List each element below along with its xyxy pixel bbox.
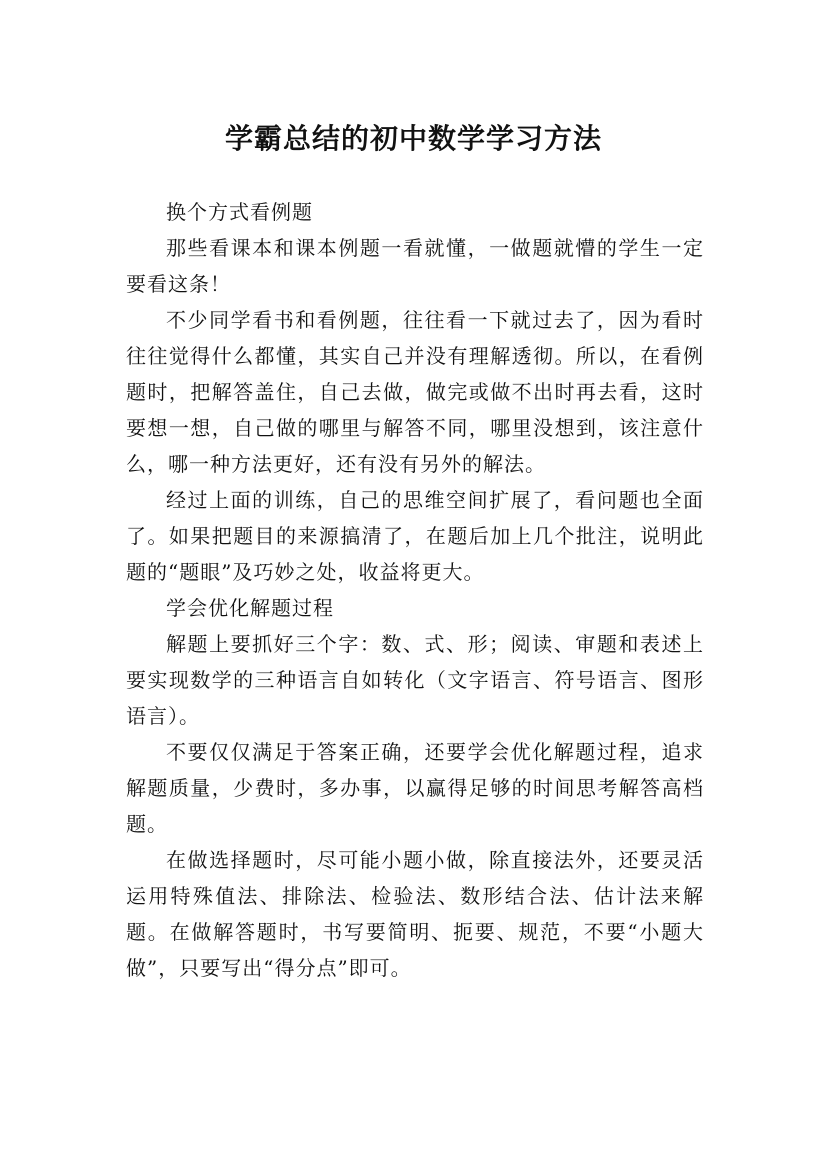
paragraph: 经过上面的训练，自己的思维空间扩展了，看问题也全面了。如果把题目的来源搞清了，在题后加上几个批注，说明此题的“题眼”及巧妙之处，收益将更大。	[126, 488, 704, 584]
paragraph: 那些看课本和课本例题一看就懂，一做题就懵的学生一定要看这条！	[126, 236, 704, 296]
paragraph: 在做选择题时，尽可能小题小做，除直接法外，还要灵活运用特殊值法、排除法、检验法、数形结合法、估计法来解题。在做解答题时，书写要简明、扼要、规范，不要“小题大做”，只要写出“得分点”即可。	[126, 848, 704, 980]
section-heading: 学会优化解题过程	[166, 596, 334, 620]
section-heading: 换个方式看例题	[166, 200, 313, 224]
document-title: 学霸总结的初中数学学习方法	[224, 121, 602, 155]
paragraph: 不要仅仅满足于答案正确，还要学会优化解题过程，追求解题质量，少费时，多办事，以赢得足够的时间思考解答高档题。	[126, 740, 704, 836]
document-body	[126, 194, 704, 986]
paragraph: 不少同学看书和看例题，往往看一下就过去了，因为看时往往觉得什么都懂，其实自己并没有理解透彻。所以，在看例题时，把解答盖住，自己去做，做完或做不出时再去看，这时要想一想，自己做的哪里与解答不同，哪里没想到，该注意什么，哪一种方法更好，还有没有另外的解法。	[126, 308, 704, 476]
paragraph: 解题上要抓好三个字：数、式、形；阅读、审题和表述上要实现数学的三种语言自如转化（文字语言、符号语言、图形语言）。	[126, 632, 704, 728]
